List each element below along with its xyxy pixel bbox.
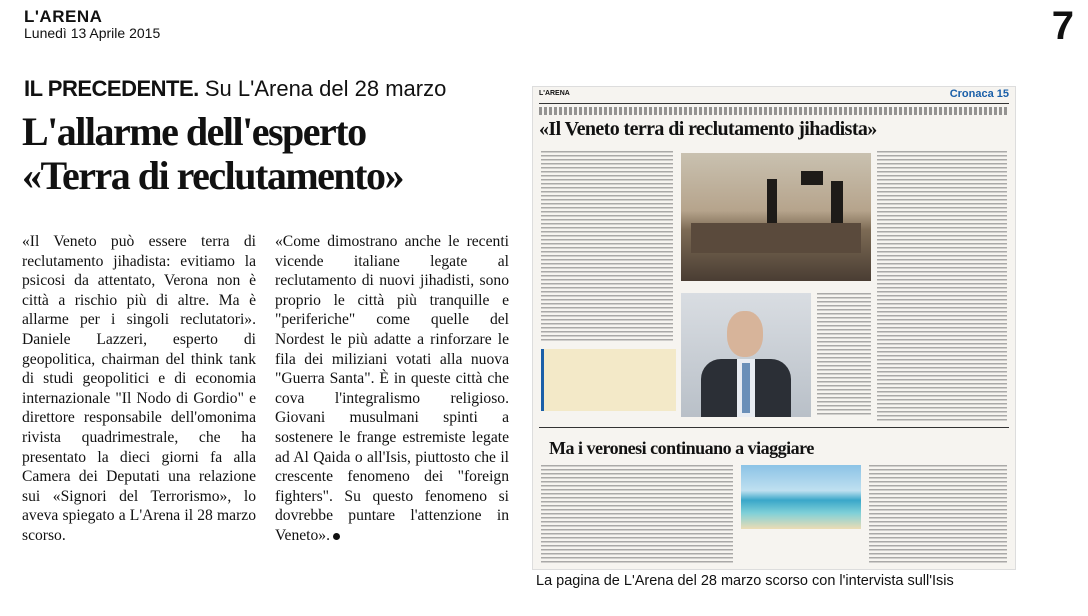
repro-text-block <box>869 465 1007 565</box>
repro-photo-militants <box>681 153 871 281</box>
repro-divider <box>539 103 1009 104</box>
repro-text-block <box>541 465 733 565</box>
repro-photo-portrait <box>681 293 811 417</box>
repro-headline-1: «Il Veneto terra di reclutamento jihadista» <box>539 118 877 140</box>
masthead-date: Lunedì 13 Aprile 2015 <box>24 25 161 41</box>
photo-figure <box>801 171 823 185</box>
article-headline <box>22 110 522 198</box>
repro-sidebar-box <box>541 349 676 411</box>
end-of-article-dot <box>333 533 340 540</box>
headline-line-2: «Terra di reclutamento» <box>22 153 403 198</box>
repro-text-block <box>877 151 1007 421</box>
masthead <box>24 8 160 41</box>
masthead-brand: L'ARENA <box>24 7 103 26</box>
repro-strapline <box>539 107 1009 115</box>
article-kicker <box>24 76 446 102</box>
repro-headline-2: Ma i veronesi continuano a viaggiare <box>549 438 814 458</box>
photo-caption: La pagina de L'Arena del 28 marzo scorso con l'intervista sull'Isis <box>536 573 954 589</box>
photo-figure <box>691 223 861 253</box>
portrait-face <box>727 311 763 357</box>
repro-top-bar <box>539 90 1009 102</box>
column-2-text: «Come dimostrano anche le recenti vicende italiane legate al reclutamento di nuovi jihadisti, sono proprio le città più tranquille e "periferiche" come quelle del Nordest le più adatte a rinforzare le fila dei miliziani votati alla nuova "Guerra Santa". È in queste città che cova l'integralismo religioso. Giovani musulmani spinti a sostenere le frange estremiste legate ad Al Qaida o all'Isis, piuttosto che il crescente fenomeno dei "foreign fighters". Su questo fenomeno si dovrebbe puntare l'attenzione in Veneto». <box>275 233 509 544</box>
kicker-strong: IL PRECEDENTE. <box>24 76 199 101</box>
reproduced-newspaper-page <box>532 86 1016 570</box>
kicker-light: Su L'Arena del 28 marzo <box>204 76 447 101</box>
portrait-tie <box>742 363 750 413</box>
repro-brand: L'ARENA <box>539 90 570 97</box>
article-column-2 <box>275 232 509 546</box>
repro-section-label: Cronaca 15 <box>949 88 1009 100</box>
repro-photo-beach <box>741 465 861 529</box>
column-1-text: «Il Veneto può essere terra di reclutamento jihadista: evitiamo la psicosi da attentato, Verona non è città a rischio più di altre. Ma è allarme per i singoli reclutatori». Daniele Lazzeri, esperto di geopolitica, chairman del think tank di studi geopolitici e di economia internazionale "Il Nodo di Gordio" e direttore responsabile dell'omonima rivista quadrimestrale, che ha presentato la dieci giorni fa alla Camera dei Deputati una relazione sui «Signori del Terrorismo», lo aveva spiegato a L'Arena il 28 marzo scorso. <box>22 233 256 544</box>
repro-divider <box>539 427 1009 428</box>
page-number: 7 <box>1051 4 1074 48</box>
repro-text-block <box>817 293 871 417</box>
headline-line-1: L'allarme dell'esperto <box>22 109 366 154</box>
repro-text-block <box>541 151 673 341</box>
article-column-1 <box>22 232 256 546</box>
